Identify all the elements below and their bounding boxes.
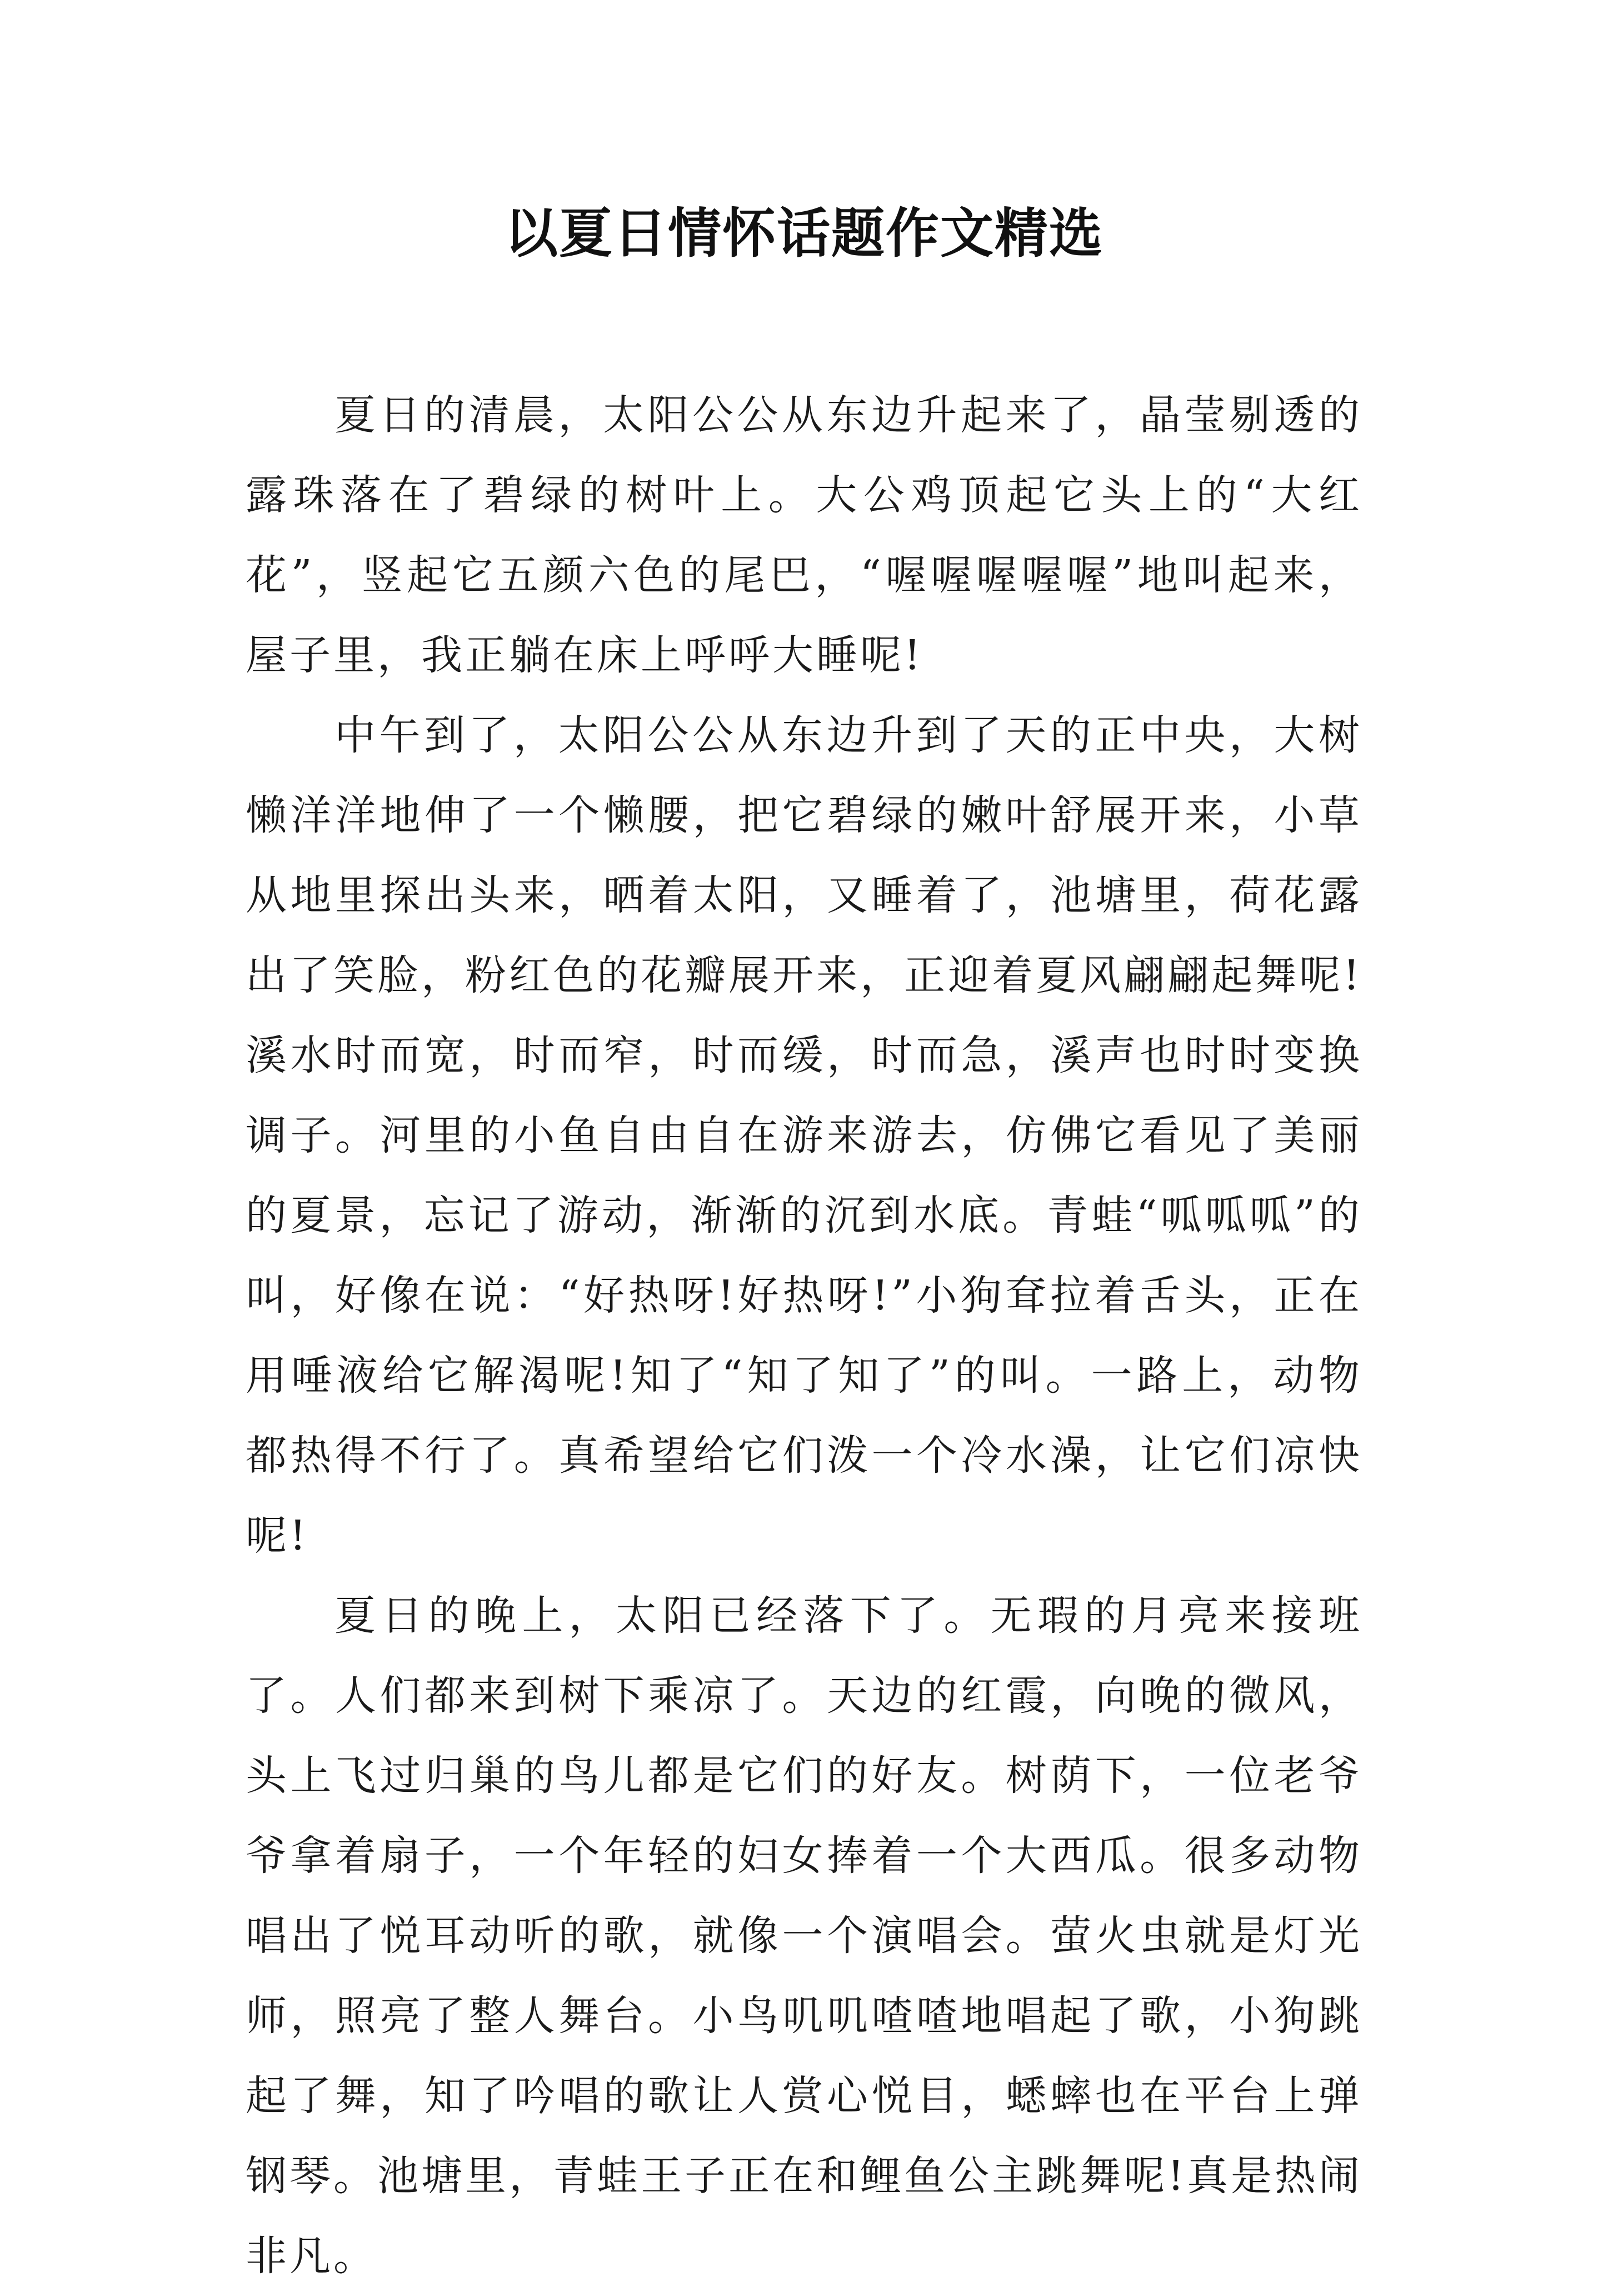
paragraph-morning: 夏日的清晨，太阳公公从东边升起来了，晶莹剔透的露珠落在了碧绿的树叶上。大公鸡顶起它头上的“大红花”，竖起它五颜六色的尾巴，“喔喔喔喔喔”地叫起来，屋子里，我正躺在床上呼呼大睡呢! bbox=[246, 391, 1362, 679]
document-body bbox=[246, 375, 1362, 2296]
document-title: 以夏日情怀话题作文精选 bbox=[505, 202, 1103, 265]
paragraph-evening: 夏日的晚上，太阳已经落下了。无瑕的月亮来接班了。人们都来到树下乘凉了。天边的红霞，向晚的微风，头上飞过归巢的鸟儿都是它们的好友。树荫下，一位老爷爷拿着扇子，一个年轻的妇女捧着一个大西瓜。很多动物唱出了悦耳动听的歌，就像一个演唱会。萤火虫就是灯光师，照亮了整人舞台。小鸟叽叽喳喳地唱起了歌，小狗跳起了舞，知了吟唱的歌让人赏心悦目，蟋蟀也在平台上弹钢琴。池塘里，青蛙王子正在和鲤鱼公主跳舞呢!真是热闹非凡。 bbox=[246, 1592, 1362, 2280]
paragraph-noon: 中午到了，太阳公公从东边升到了天的正中央，大树懒洋洋地伸了一个懒腰，把它碧绿的嫩叶舒展开来，小草从地里探出头来，晒着太阳，又睡着了，池塘里，荷花露出了笑脸，粉红色的花瓣展开来，正迎着夏风翩翩起舞呢!溪水时而宽，时而窄，时而缓，时而急，溪声也时时变换调子。河里的小鱼自由自在游来游去，仿佛它看见了美丽的夏景，忘记了游动，渐渐的沉到水底。青蛙“呱呱呱”的叫，好像在说：“好热呀!好热呀!”小狗耷拉着舌头，正在用唾液给它解渴呢!知了“知了知了”的叫。一路上，动物都热得不行了。真希望给它们泼一个冷水澡，让它们凉快呢! bbox=[246, 711, 1362, 1560]
